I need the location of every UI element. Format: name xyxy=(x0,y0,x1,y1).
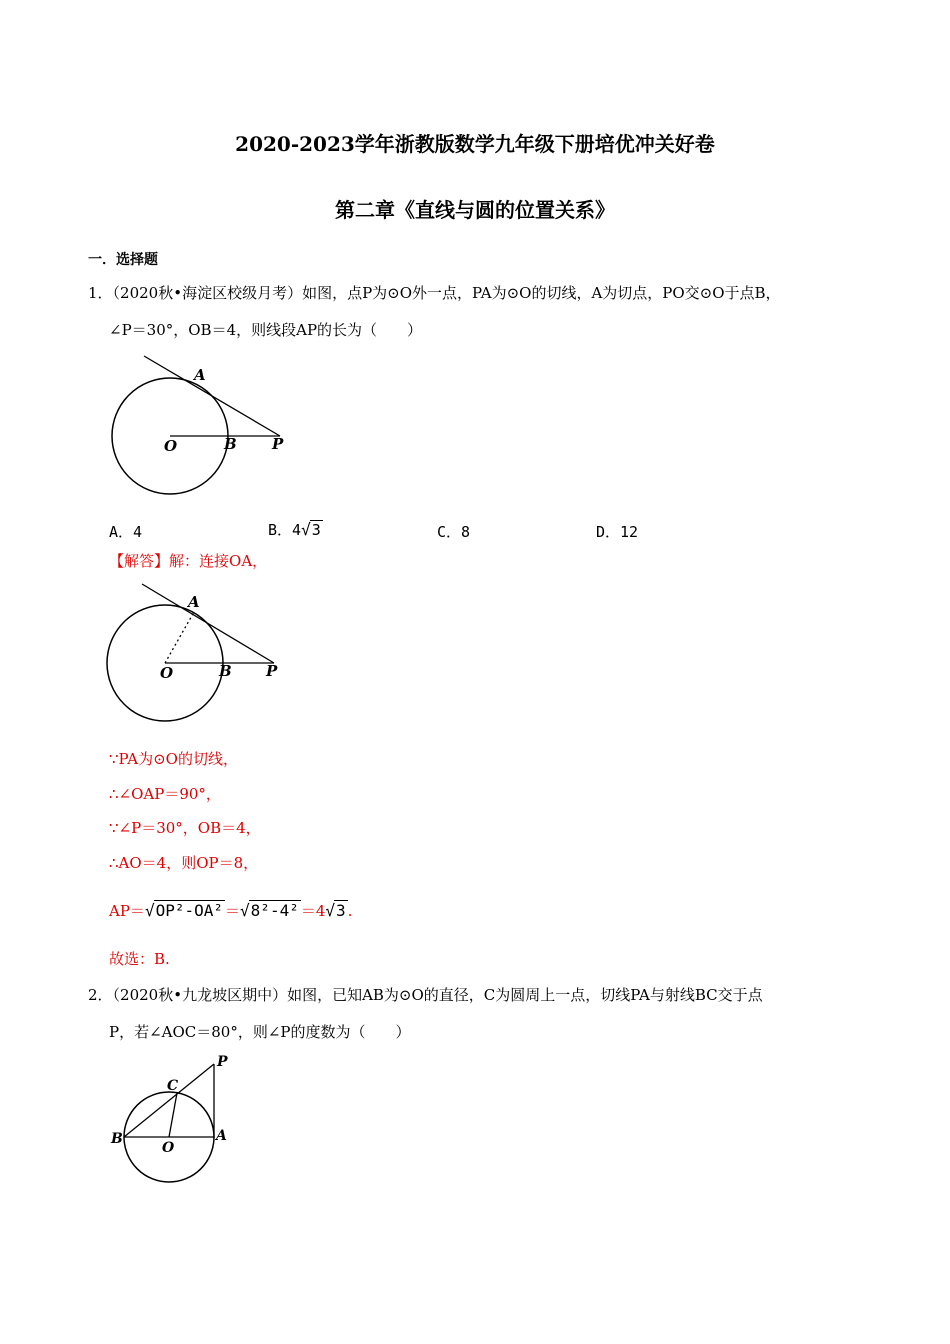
question-2-figure xyxy=(105,1050,245,1190)
question-1-figure xyxy=(100,348,300,498)
label-b: B xyxy=(111,1131,123,1147)
period: . xyxy=(347,902,353,920)
option-b[interactable]: B．4√3 xyxy=(268,520,321,539)
segment-oa-dotted xyxy=(165,612,194,663)
label-p: P xyxy=(217,1054,228,1070)
question-text: （2020秋•海淀区校级月考）如图，点P为⊙O外一点，PA为⊙O的切线，A为切点，PO交⊙O于点B， xyxy=(112,284,781,302)
ray-bc xyxy=(124,1064,214,1137)
radical-op-oa: OP²-OA² xyxy=(155,901,224,920)
option-b-radicand: 3 xyxy=(311,521,321,539)
question-1-line1 xyxy=(88,286,781,301)
option-d[interactable]: D．12 xyxy=(596,523,639,541)
answer-conclusion: 故选：B. xyxy=(109,950,170,968)
tangent-line-pa xyxy=(144,356,280,436)
answer-line-3: ∵∠P＝30°，OB＝4， xyxy=(109,819,261,837)
radical-3: 3 xyxy=(336,901,346,920)
label-o: O xyxy=(164,437,178,455)
label-a: A xyxy=(216,1128,227,1144)
label-o: O xyxy=(160,664,174,682)
page-title: 2020-2023学年浙教版数学九年级下册培优冲关好卷 xyxy=(235,132,715,156)
question-1-line2: ∠P＝30°，OB＝4，则线段AP的长为（ ） xyxy=(109,321,423,339)
chapter-title: 第二章《直线与圆的位置关系》 xyxy=(335,198,615,222)
answer-line-1: ∵PA为⊙O的切线， xyxy=(109,750,238,768)
label-a: A xyxy=(188,593,200,611)
question-number: 2． xyxy=(88,986,113,1004)
answer-line-4: ∴AO＝4，则OP＝8， xyxy=(109,854,259,872)
label-p: P xyxy=(266,662,278,680)
tangent-line-pa xyxy=(142,584,274,663)
label-p: P xyxy=(272,435,284,453)
option-c[interactable]: C．8 xyxy=(437,523,471,541)
equals-four: ＝4 xyxy=(300,902,326,920)
question-text: （2020秋•九龙坡区期中）如图，已知AB为⊙O的直径，C为圆周上一点，切线PA与射线BC交于点 xyxy=(112,986,763,1004)
label-o: O xyxy=(162,1140,175,1156)
section-heading: 一．选择题 xyxy=(88,252,158,268)
option-a[interactable]: A．4 xyxy=(109,523,143,541)
radical-8-4: 8²-4² xyxy=(250,901,299,920)
label-b: B xyxy=(219,662,232,680)
label-b: B xyxy=(224,435,237,453)
equals-sign: ＝ xyxy=(225,902,241,920)
question-number: 1． xyxy=(88,284,113,302)
question-2-line2: P，若∠AOC＝80°，则∠P的度数为（ ） xyxy=(109,1023,411,1041)
answer-line-5: AP＝√OP²-OA² ＝√8²-4² ＝4√3 . xyxy=(109,901,353,920)
ap-prefix: AP＝ xyxy=(109,902,145,920)
question-2-line1 xyxy=(88,988,763,1003)
answer-line-2: ∴∠OAP＝90°， xyxy=(109,785,221,803)
label-c: C xyxy=(167,1078,179,1094)
label-a: A xyxy=(194,366,206,384)
answer-tag: 【解答】 xyxy=(109,552,170,570)
answer-figure xyxy=(100,578,300,728)
answer-heading xyxy=(109,554,267,569)
option-b-prefix: B．4 xyxy=(268,521,302,539)
answer-lead: 解：连接OA， xyxy=(169,552,268,570)
